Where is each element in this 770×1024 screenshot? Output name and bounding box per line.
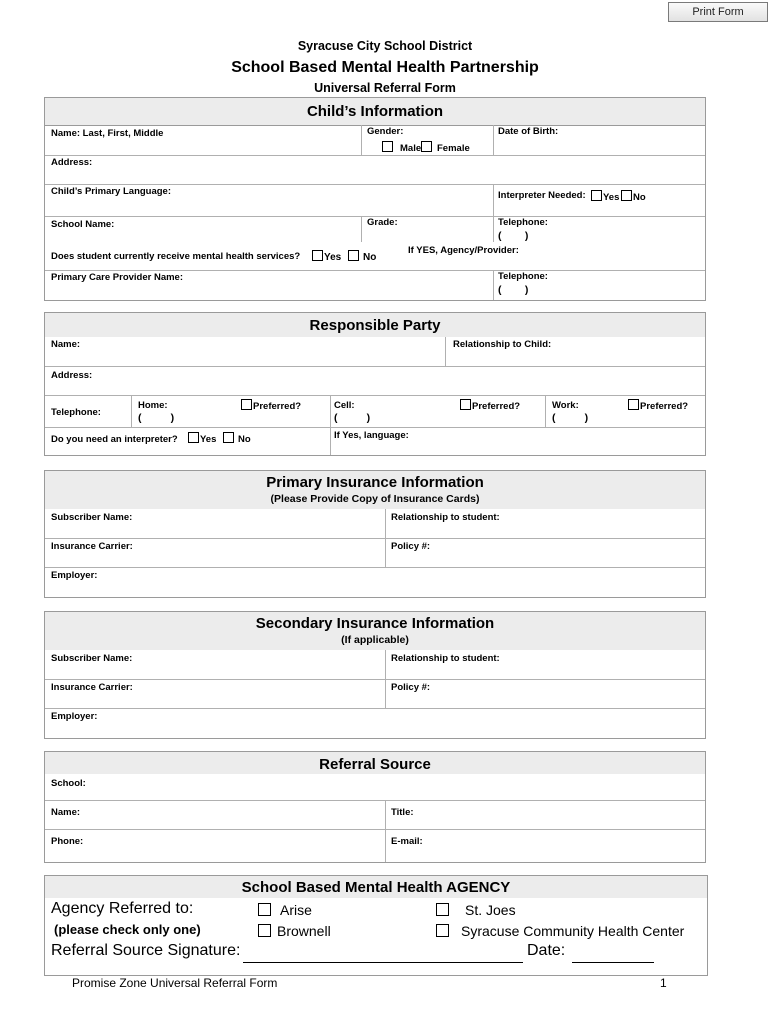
secondary-insurance-section <box>44 611 706 739</box>
school-name-label: School Name: <box>51 219 115 230</box>
mh-services-yes-checkbox[interactable] <box>312 250 323 261</box>
secondary-employer-label: Employer: <box>51 711 98 722</box>
agency-referred-to-label: Agency Referred to: <box>51 900 194 917</box>
child-telephone-parens: ( ) <box>498 230 529 242</box>
primary-language-label: Child’s Primary Language: <box>51 186 172 197</box>
secondary-policy-label: Policy #: <box>391 682 431 693</box>
rp-interpreter-yes-label: Yes <box>200 434 217 445</box>
secondary-relationship-label: Relationship to student: <box>391 653 500 664</box>
home-preferred-label: Preferred? <box>253 401 302 412</box>
home-label: Home: <box>138 400 168 411</box>
brownell-label: Brownell <box>277 923 331 939</box>
interpreter-no-checkbox[interactable] <box>621 190 632 201</box>
rp-telephone-label: Telephone: <box>51 407 101 418</box>
rs-school-label: School: <box>51 778 86 789</box>
section-title: Referral Source <box>45 752 705 774</box>
interpreter-needed-label: Interpreter Needed: <box>498 190 586 201</box>
secondary-carrier-label: Insurance Carrier: <box>51 682 133 693</box>
section-title: Primary Insurance Information <box>266 474 484 491</box>
primary-policy-label: Policy #: <box>391 541 431 552</box>
st-joes-label: St. Joes <box>465 902 516 918</box>
section-title: Responsible Party <box>45 313 705 337</box>
home-phone-parens: ( ) <box>138 412 175 424</box>
check-only-one-label: (please check only one) <box>54 922 201 937</box>
female-label: Female <box>437 143 470 154</box>
cell-phone-parens: ( ) <box>334 412 371 424</box>
dob-label: Date of Birth: <box>498 126 559 137</box>
rp-interpreter-no-checkbox[interactable] <box>223 432 234 443</box>
brownell-checkbox[interactable] <box>258 924 271 937</box>
interpreter-no-label: No <box>633 192 646 203</box>
rp-interpreter-yes-checkbox[interactable] <box>188 432 199 443</box>
cell-preferred-label: Preferred? <box>472 401 521 412</box>
section-title: Child’s Information <box>45 98 705 125</box>
interpreter-yes-label: Yes <box>603 192 620 203</box>
date-line[interactable] <box>572 962 654 963</box>
referral-source-section <box>44 751 706 863</box>
pcp-telephone-parens: ( ) <box>498 284 529 296</box>
mh-services-no-label: No <box>363 252 377 263</box>
arise-label: Arise <box>280 902 312 918</box>
cell-preferred-checkbox[interactable] <box>460 399 471 410</box>
interpreter-yes-checkbox[interactable] <box>591 190 602 201</box>
form-name: Universal Referral Form <box>314 81 456 95</box>
footer-form-name: Promise Zone Universal Referral Form <box>72 976 278 990</box>
district-name: Syracuse City School District <box>297 39 473 53</box>
st-joes-checkbox[interactable] <box>436 903 449 916</box>
section-title: School Based Mental Health AGENCY <box>45 876 707 898</box>
schc-label: Syracuse Community Health Center <box>461 923 685 939</box>
page-number: 1 <box>660 976 667 990</box>
signature-line[interactable] <box>243 962 523 963</box>
rp-name-label: Name: <box>51 339 81 350</box>
rs-phone-label: Phone: <box>51 836 84 847</box>
child-telephone-label: Telephone: <box>498 217 548 228</box>
mh-services-no-checkbox[interactable] <box>348 250 359 261</box>
work-preferred-checkbox[interactable] <box>628 399 639 410</box>
child-address-label: Address: <box>51 157 93 168</box>
print-form-button[interactable]: Print Form <box>668 2 768 22</box>
rs-name-label: Name: <box>51 807 81 818</box>
date-label: Date: <box>527 942 566 959</box>
child-name-label: Name: Last, First, Middle <box>51 128 164 139</box>
rs-email-label: E-mail: <box>391 836 423 847</box>
pcp-telephone-label: Telephone: <box>498 271 548 282</box>
program-name: School Based Mental Health Partnership <box>231 59 539 76</box>
primary-carrier-label: Insurance Carrier: <box>51 541 133 552</box>
home-preferred-checkbox[interactable] <box>241 399 252 410</box>
grade-label: Grade: <box>367 217 398 228</box>
primary-subscriber-label: Subscriber Name: <box>51 512 133 523</box>
rp-relationship-label: Relationship to Child: <box>453 339 552 350</box>
if-yes-language-label: If Yes, language: <box>334 430 409 441</box>
section-title: Secondary Insurance Information <box>255 615 495 632</box>
rp-interpreter-label: Do you need an interpreter? <box>51 434 178 445</box>
work-phone-parens: ( ) <box>552 412 589 424</box>
pcp-name-label: Primary Care Provider Name: <box>51 272 184 283</box>
primary-employer-label: Employer: <box>51 570 98 581</box>
female-checkbox[interactable] <box>421 141 432 152</box>
mh-services-label: Does student currently receive mental health services? <box>51 251 301 262</box>
work-label: Work: <box>552 400 579 411</box>
male-checkbox[interactable] <box>382 141 393 152</box>
work-preferred-label: Preferred? <box>640 401 689 412</box>
secondary-subscriber-label: Subscriber Name: <box>51 653 133 664</box>
male-label: Male <box>400 143 422 154</box>
mh-services-yes-label: Yes <box>324 252 342 263</box>
rp-address-label: Address: <box>51 370 93 381</box>
if-yes-agency-label: If YES, Agency/Provider: <box>408 245 519 256</box>
section-subtitle: (Please Provide Copy of Insurance Cards) <box>270 493 480 505</box>
rs-title-label: Title: <box>391 807 414 818</box>
section-subtitle: (If applicable) <box>341 634 409 646</box>
primary-insurance-section <box>44 470 706 598</box>
cell-label: Cell: <box>334 400 355 411</box>
primary-relationship-label: Relationship to student: <box>391 512 500 523</box>
arise-checkbox[interactable] <box>258 903 271 916</box>
signature-label: Referral Source Signature: <box>51 942 241 959</box>
gender-label: Gender: <box>367 126 404 137</box>
rp-interpreter-no-label: No <box>238 434 251 445</box>
schc-checkbox[interactable] <box>436 924 449 937</box>
